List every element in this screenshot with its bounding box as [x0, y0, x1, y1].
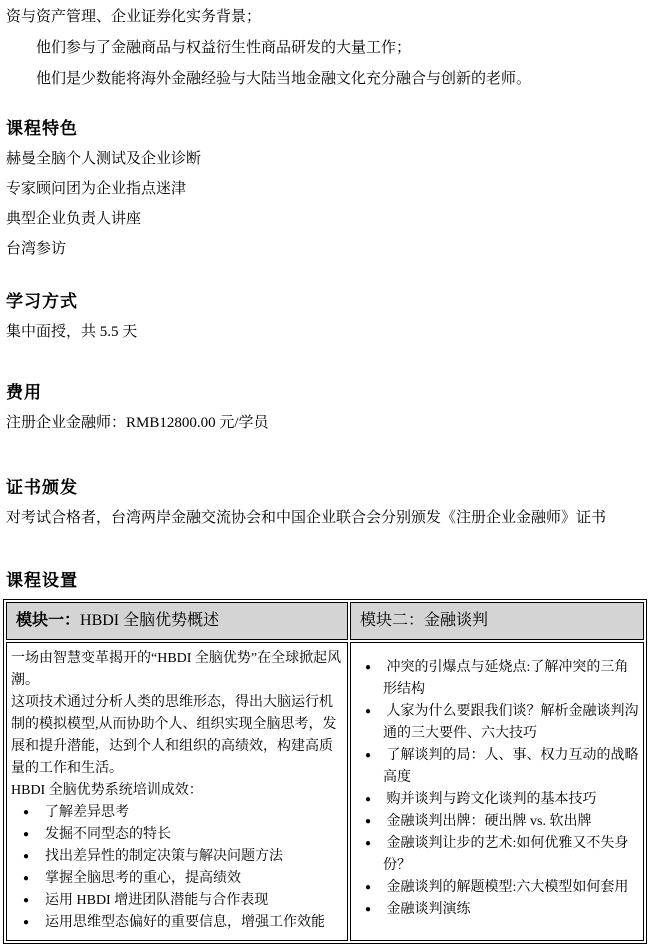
module2-bullet-1: [355, 657, 639, 701]
module2-bullet-4: [355, 789, 639, 811]
module2-bullet-6: [355, 833, 639, 877]
module1-bullet-text: 运用思维型态偏好的重要信息，增强工作效能: [45, 915, 325, 930]
learning-method-text: 集中面授，共 5.5 天: [6, 324, 138, 340]
bullet-icon: ●: [23, 873, 30, 884]
module-header-row: [6, 602, 644, 640]
module2-bullet-text: 金融谈判让步的艺术:如何优雅又不失身份？: [383, 836, 629, 873]
intro-line-1: 资与资产管理、企业证券化实务背景；: [6, 9, 262, 25]
bullet-icon: ●: [365, 750, 372, 761]
bullet-icon: ●: [365, 838, 372, 849]
heading-learning-method: 学习方式: [6, 292, 78, 311]
module2-bullet-text: 金融谈判的解题模型:六大模型如何套用: [386, 880, 629, 895]
module2-bullet-2: [355, 701, 639, 745]
fee-text: 注册企业金融师：RMB12800.00 元/学员: [6, 415, 269, 431]
module2-bullet-text: 金融谈判演练: [386, 902, 471, 917]
feature-item-2: 专家顾问团为企业指点迷津: [6, 181, 187, 197]
bullet-icon: ●: [23, 851, 30, 862]
heading-certificate: 证书颁发: [6, 478, 78, 497]
module1-paragraph-2: 这项技术通过分析人类的思维形态，得出大脑运行机制的模拟模型,从而协助个人、组织实现全脑思考，发展和提升潜能，达到个人和组织的高绩效，构建高质量的工作和生活。: [11, 695, 337, 776]
bullet-icon: ●: [23, 807, 30, 818]
bullet-icon: ●: [365, 662, 372, 673]
module1-bullet-text: 掌握全脑思考的重心，提高绩效: [45, 871, 241, 886]
module1-bullet-text: 运用 HBDI 增进团队潜能与合作表现: [45, 893, 269, 908]
module1-bullet-4: [11, 868, 343, 890]
module1-paragraph-1: 一场由智慧变革揭开的“HBDI 全脑优势”在全球掀起风潮。: [11, 651, 342, 688]
module1-bullet-2: [11, 824, 343, 846]
heading-fee: 费用: [6, 383, 42, 402]
module2-bullet-text: 金融谈判出牌：硬出牌 vs. 软出牌: [386, 814, 592, 829]
module1-paragraph-3: HBDI 全脑优势系统培训成效：: [11, 783, 203, 798]
feature-item-4: 台湾参访: [6, 241, 67, 257]
module1-header-cell: [6, 602, 348, 640]
feature-item-1: 赫曼全脑个人测试及企业诊断: [6, 151, 202, 167]
intro-line-3: 他们是少数能将海外金融经验与大陆当地金融文化充分融合与创新的老师。: [36, 71, 532, 87]
module2-bullet-3: [355, 745, 639, 789]
module1-label: 模块一：: [16, 612, 81, 629]
bullet-icon: ●: [365, 794, 372, 805]
bullet-icon: ●: [365, 882, 372, 893]
bullet-icon: ●: [365, 816, 372, 827]
module2-bullet-text: 了解谈判的局：人、事、权力互动的战略高度: [383, 748, 639, 785]
feature-item-3: 典型企业负责人讲座: [6, 211, 142, 227]
heading-curriculum: 课程设置: [6, 571, 78, 590]
module1-bullet-text: 了解差异思考: [45, 805, 129, 820]
heading-course-features: 课程特色: [6, 119, 78, 138]
module2-bullet-8: [355, 899, 639, 921]
bullet-icon: ●: [23, 829, 30, 840]
course-modules-table: [3, 599, 647, 944]
bullet-icon: ●: [23, 895, 30, 906]
module2-bullet-5: [355, 811, 639, 833]
bullet-icon: ●: [365, 904, 372, 915]
module2-bullet-7: [355, 877, 639, 899]
bullet-icon: ●: [23, 917, 30, 928]
bullet-icon: ●: [365, 706, 372, 717]
module-body-row: [6, 642, 644, 941]
module2-bullet-text: 购并谈判与跨文化谈判的基本技巧: [386, 792, 597, 807]
module1-bullet-3: [11, 846, 343, 868]
module2-header-cell: 模块二：金融谈判: [350, 602, 644, 640]
module2-bullet-text: 人家为什么要跟我们谈？解析金融谈判沟通的三大要件、六大技巧: [383, 704, 639, 741]
module1-content-cell: [6, 642, 348, 941]
module2-content-cell: [350, 642, 644, 941]
module2-bullet-text: 冲突的引爆点与延烧点:了解冲突的三角形结构: [383, 660, 629, 697]
module1-bullet-6: [11, 912, 343, 934]
module1-bullet-text: 发掘不同型态的特长: [45, 827, 171, 842]
certificate-text: 对考试合格者，台湾两岸金融交流协会和中国企业联合会分别颁发《注册企业金融师》证书: [6, 510, 607, 526]
module1-bullet-5: [11, 890, 343, 912]
intro-line-2: 他们参与了金融商品与权益衍生性商品研发的大量工作；: [36, 40, 412, 56]
module1-bullet-1: [11, 802, 343, 824]
module1-title: HBDI 全脑优势概述: [80, 612, 220, 629]
module1-bullet-text: 找出差异性的制定决策与解决问题方法: [45, 849, 283, 864]
